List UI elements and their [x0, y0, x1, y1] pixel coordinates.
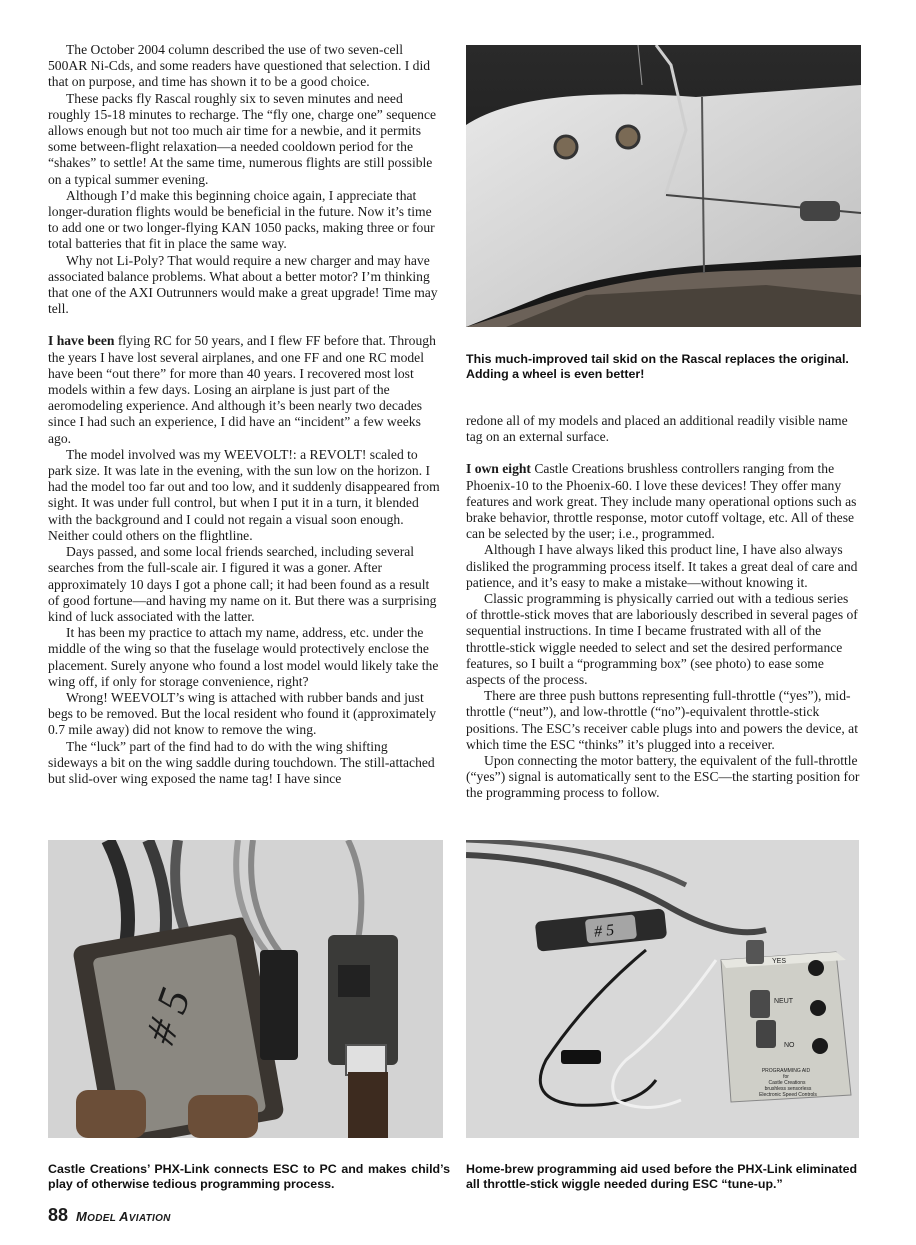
no-label: NO [784, 1042, 795, 1049]
box-plate-line: for [783, 1074, 789, 1080]
paragraph: Why not Li-Poly? That would require a new charger and may have associated balance problems. What about a better motor? I’m thinking that one of the AXI Outrunners would make a great upgrade! Time may tell. [48, 252, 438, 317]
magazine-smallcaps: ODEL [87, 1213, 120, 1224]
page-number: 88 [48, 1205, 69, 1225]
phx-link-caption: Castle Creations’ PHX-Link connects ESC to PC and makes child’s play of otherwise tedious programming process. [48, 1162, 450, 1192]
magazine-smallcaps: VIATION [128, 1213, 171, 1224]
box-plate-line: Electronic Speed Controls [759, 1092, 817, 1098]
neut-label: NEUT [774, 998, 794, 1005]
esc-label-text: # 5 [135, 981, 201, 1051]
programming-box-caption: Home-brew programming aid used before the PHX-Link eliminated all throttle-stick wiggle needed during ESC “tune-up.” [466, 1162, 858, 1192]
paragraph: Although I’d make this beginning choice again, I appreciate that longer-duration flights would be beneficial in the future. Now it’s time to add one or two longer-flying KAN 1050 packs, making three or four total batteries that fit in place the same way. [48, 187, 435, 252]
section-lead-text: Castle Creations brushless controllers ranging from the Phoenix-10 to the Phoenix-60. I love these devices! They offer many features and work great. They include many operational options such as brake behavior, throttle response, motor cutoff voltage, etc. All of these can be selected by the user; i.e., programmed. [466, 461, 857, 542]
paragraph: Days passed, and some local friends searched, including several searches from the full-scale air. I figured it was a goner. After approximately 10 days I got a phone call; it had been found as a result of good fortune—and having my name on it. But there was a surprising kind of luck associated with the latter. [48, 544, 437, 624]
phx-link-illustration [48, 840, 443, 1138]
paragraph: The model involved was my WEEVOLT!: a REVOLT! scaled to park size. It was late in the evening, with the sun low on the horizon. I had the model too far out and too low, and it suddenly disappeared from sight. It was under full control, but when I put it in a turn, it blended with the background and I could not regain a visual soon enough. Neither could others on the flightline. [48, 446, 440, 543]
magazine-letter: M [76, 1209, 88, 1224]
section-lead-text: flying RC for 50 years, and I flew FF before that. Through the years I have lost several airplanes, and one FF and one RC model have been “out there” for more than 40 years. I recovered most lost models within a few days. Losing an airplane is just part of the aeromodeling experience. And although it’s been nearly two decades since I had such an experience, I did have an “incident” a few weeks ago. [48, 333, 436, 446]
page-footer [48, 1205, 171, 1226]
paragraph-continuation: redone all of my models and placed an additional readily visible name tag on an external surface. [466, 413, 848, 445]
magazine-name [76, 1209, 171, 1224]
yes-label: YES [772, 958, 787, 965]
esc-label-small: # 5 [593, 921, 615, 941]
paragraph: These packs fly Rascal roughly six to seven minutes and need roughly 15-18 minutes to recharge. The “fly one, charge one” sequence allows enough but not too much air time for a newbie, and it permits some between-flight relaxation—a needed cooldown period for the “shakes” to settle! At the same time, numerous flights are still possible on a typical summer evening. [48, 90, 437, 187]
box-plate-line: Castle Creations [768, 1080, 806, 1086]
programming-box-photo [466, 840, 859, 1138]
paragraph: Classic programming is physically carried out with a tedious series of throttle-stick moves that are laboriously described in several pages of sequential instructions. In time I became frustrated with all of the throttle-stick wiggle needed to select and set the desired performance features, so I built a “programming box” (see photo) to ease some aspects of the process. [466, 591, 858, 688]
section-lead-in: I have been [48, 333, 115, 349]
box-plate-line: brushless sensorless [764, 1086, 812, 1092]
paragraph: The “luck” part of the find had to do with the wing shifting sideways a bit on the wing saddle during touchdown. The still-attached but slid-over wing exposed the name tag! I have since [48, 738, 435, 786]
magazine-letter: A [119, 1209, 129, 1224]
paragraph: It has been my practice to attach my name, address, etc. under the middle of the wing so that the fuselage would protectively enclose the placement. Surely anyone who found a lost model would likely take the wing off, if only for storage convenience, right? [48, 625, 439, 689]
left-text-column [48, 42, 440, 787]
paragraph: There are three push buttons representing full-throttle (“yes”), mid-throttle (“neut”), and low-throttle (“no”)-equivalent throttle-stick positions. The ESC’s receiver cable plugs into and powers the device, at which time the ESC “thinks” it’s plugged into a receiver. [466, 688, 858, 752]
tail-skid-illustration [466, 45, 861, 327]
programming-box-illustration [466, 840, 859, 1138]
paragraph: Wrong! WEEVOLT’s wing is attached with rubber bands and just begs to be removed. But the local resident who found it (approximately 0.7 mile away) did not know to remove the wing. [48, 689, 437, 738]
section-lead-paragraph [48, 333, 440, 446]
tail-skid-photo [466, 45, 861, 327]
paragraph: Although I have always liked this product line, I have also always disliked the programming process itself. It takes a great deal of care and patience, and it’s easy to make a mistake—without knowing it. [466, 542, 858, 590]
right-text-column [466, 413, 860, 802]
box-plate-line: PROGRAMMING AID [761, 1068, 811, 1074]
phx-link-photo [48, 840, 443, 1138]
paragraph: The October 2004 column described the use of two seven-cell 500AR Ni-Cds, and some readers have questioned that selection. I did that on purpose, and time has shown it to be a good choice. [48, 42, 431, 90]
section-lead-paragraph [466, 461, 860, 542]
section-lead-in: I own eight [466, 461, 531, 477]
tail-skid-caption: This much-improved tail skid on the Rascal replaces the original. Adding a wheel is even better! [466, 352, 849, 382]
paragraph: Upon connecting the motor battery, the equivalent of the full-throttle (“yes”) signal is automatically sent to the ESC—the starting position for the programming process to follow. [466, 753, 860, 801]
